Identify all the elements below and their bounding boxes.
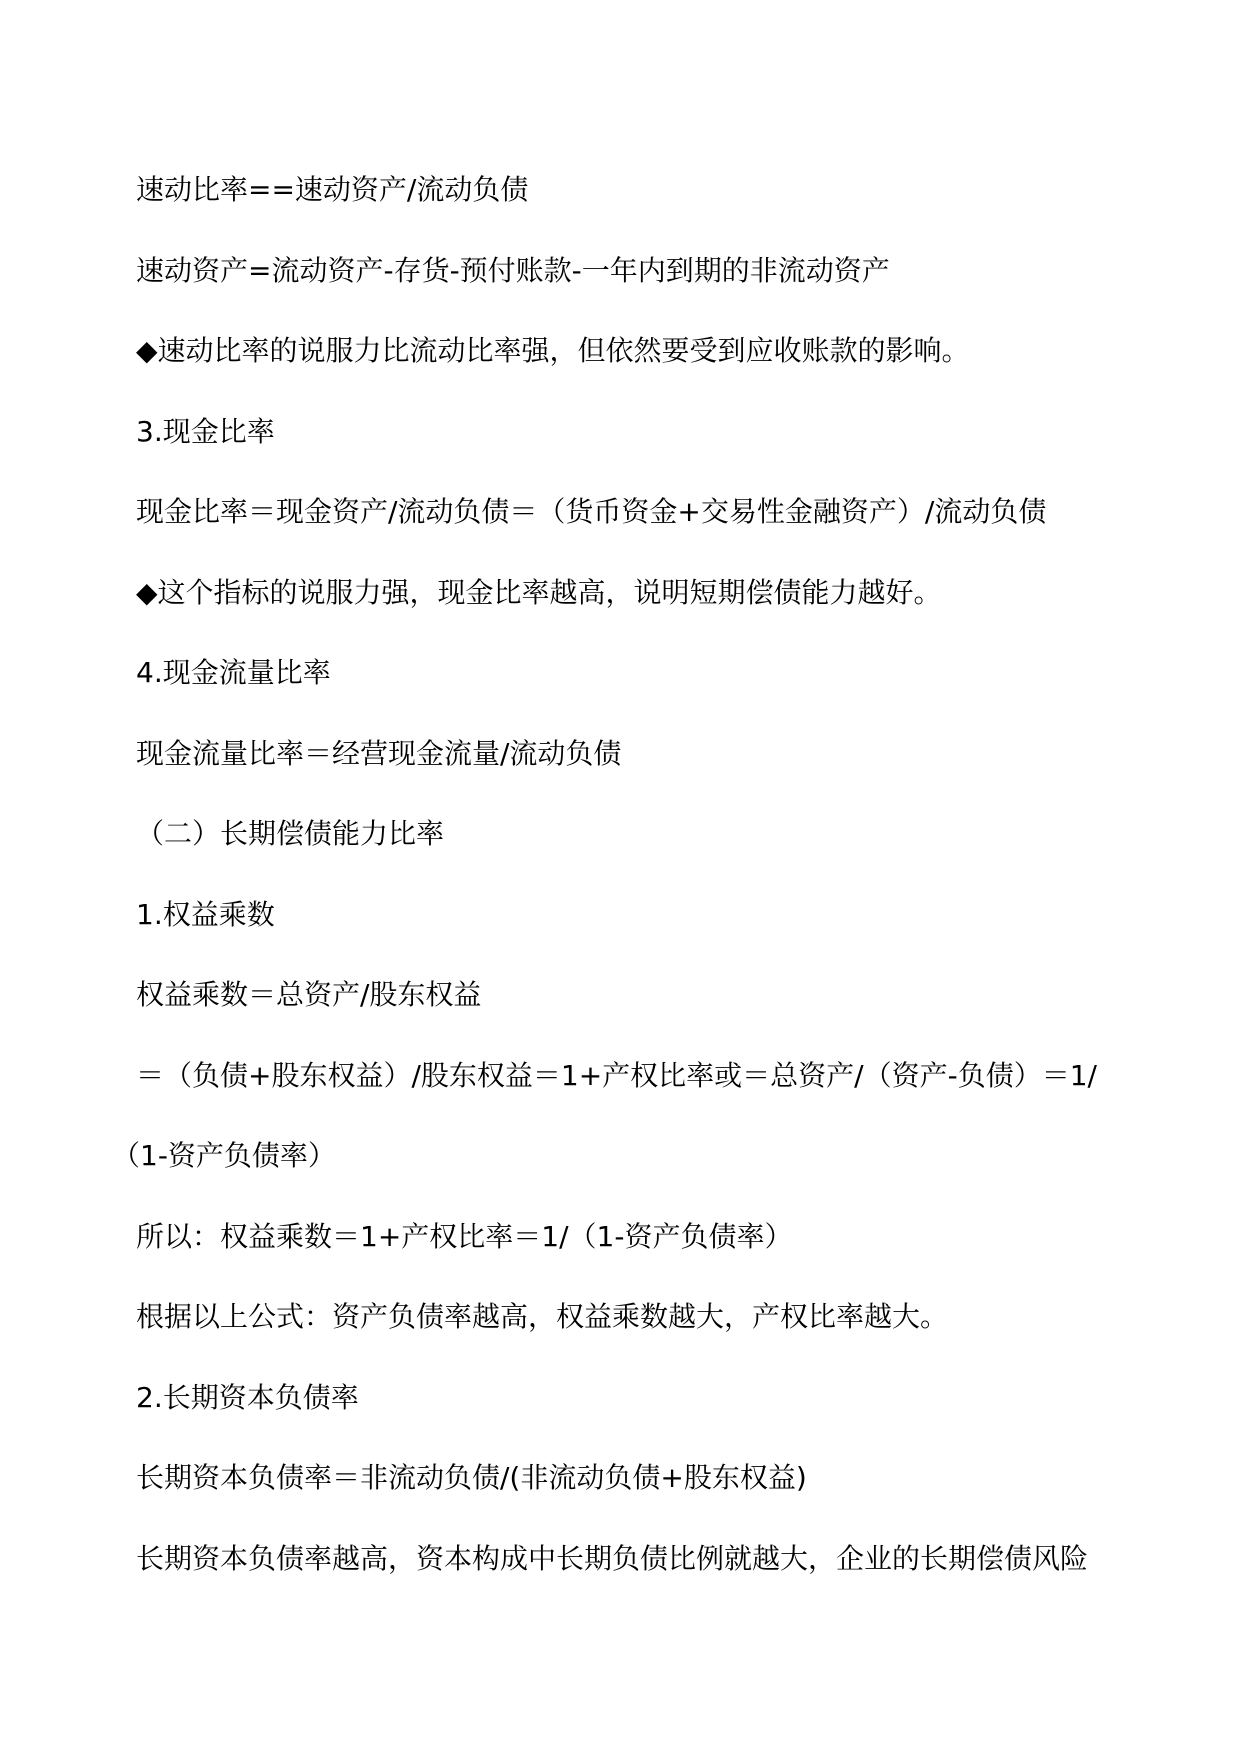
formula-quick-assets: 速动资产=流动资产-存货-预付账款-一年内到期的非流动资产	[136, 254, 890, 287]
formula-equity-multiplier-expansion: ＝（负债+股东权益）/股东权益＝1+产权比率或＝总资产/（资产-负债）＝1/	[136, 1059, 1097, 1092]
formula-equity-multiplier-continued: （1-资产负债率）	[112, 1139, 336, 1172]
section-heading-long-term-solvency: （二）长期偿债能力比率	[136, 817, 445, 850]
formula-cash-flow-ratio: 现金流量比率＝经营现金流量/流动负债	[136, 737, 622, 770]
note-cash-ratio: ◆这个指标的说服力强，现金比率越高，说明短期偿债能力越好。	[136, 576, 942, 609]
formula-long-term-capital-debt-ratio: 长期资本负债率＝非流动负债/(非流动负债+股东权益)	[136, 1461, 807, 1494]
formula-quick-ratio: 速动比率==速动资产/流动负债	[136, 173, 529, 206]
formula-equity-multiplier-summary: 所以：权益乘数＝1+产权比率＝1/（1-资产负债率）	[136, 1220, 793, 1253]
note-quick-ratio: ◆速动比率的说服力比流动比率强，但依然要受到应收账款的影响。	[136, 334, 970, 367]
heading-equity-multiplier: 1.权益乘数	[136, 898, 275, 931]
heading-cash-flow-ratio: 4.现金流量比率	[136, 656, 331, 689]
note-long-term-capital-debt-ratio: 长期资本负债率越高，资本构成中长期负债比例就越大，企业的长期偿债风险	[136, 1542, 1089, 1575]
formula-equity-multiplier: 权益乘数＝总资产/股东权益	[136, 978, 482, 1011]
note-equity-multiplier: 根据以上公式：资产负债率越高，权益乘数越大，产权比率越大。	[136, 1300, 949, 1333]
heading-cash-ratio: 3.现金比率	[136, 415, 275, 448]
formula-cash-ratio: 现金比率＝现金资产/流动负债＝（货币资金+交易性金融资产）/流动负债	[136, 495, 1047, 528]
heading-long-term-capital-debt-ratio: 2.长期资本负债率	[136, 1381, 359, 1414]
